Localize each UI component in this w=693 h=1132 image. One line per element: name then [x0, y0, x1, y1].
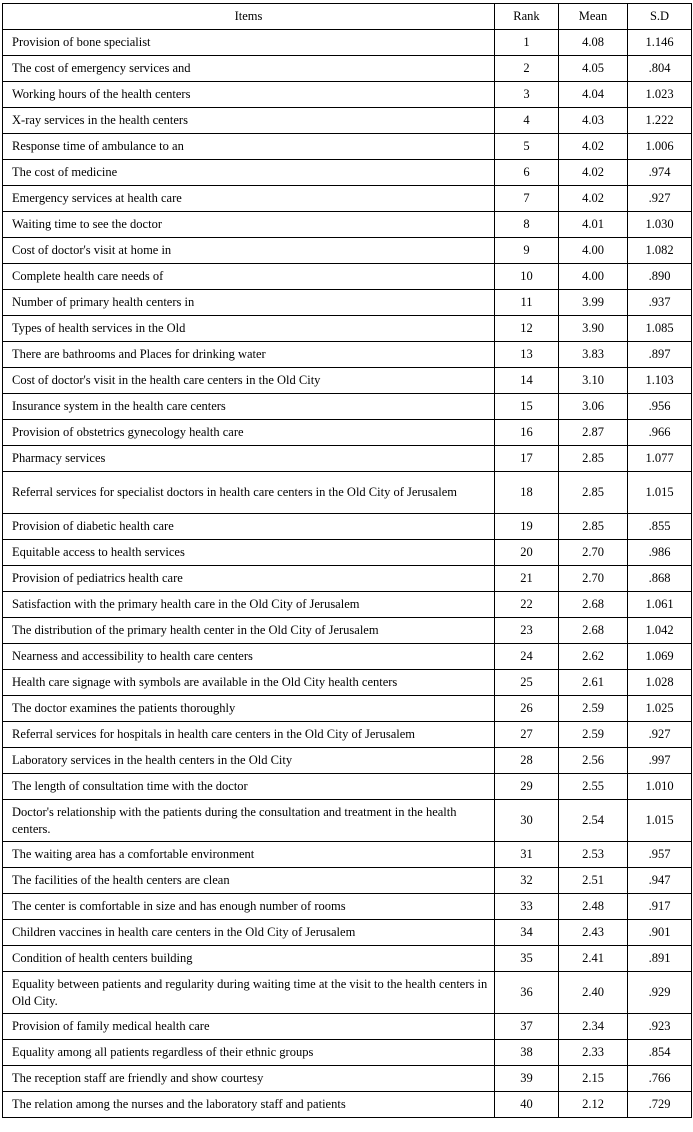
rank-cell: 1 [495, 30, 559, 56]
mean-cell: 2.41 [559, 946, 628, 972]
mean-cell: 4.08 [559, 30, 628, 56]
mean-cell: 4.01 [559, 212, 628, 238]
rank-cell: 14 [495, 368, 559, 394]
sd-cell: .956 [628, 394, 692, 420]
mean-cell: 2.68 [559, 618, 628, 644]
item-cell: Pharmacy services [3, 446, 495, 472]
table-row [3, 618, 692, 644]
rank-cell: 7 [495, 186, 559, 212]
mean-cell: 2.70 [559, 566, 628, 592]
rank-cell: 37 [495, 1014, 559, 1040]
sd-cell: 1.015 [628, 800, 692, 842]
mean-cell: 2.40 [559, 972, 628, 1014]
item-cell: The distribution of the primary health center in the Old City of Jerusalem [3, 618, 495, 644]
item-cell: Provision of bone specialist [3, 30, 495, 56]
sd-cell: 1.085 [628, 316, 692, 342]
sd-cell: .890 [628, 264, 692, 290]
mean-cell: 2.59 [559, 696, 628, 722]
sd-cell: 1.006 [628, 134, 692, 160]
sd-cell: .917 [628, 894, 692, 920]
sd-cell: 1.082 [628, 238, 692, 264]
rank-cell: 5 [495, 134, 559, 160]
mean-cell: 2.56 [559, 748, 628, 774]
item-cell: The length of consultation time with the doctor [3, 774, 495, 800]
sd-cell: 1.025 [628, 696, 692, 722]
sd-cell: 1.010 [628, 774, 692, 800]
sd-cell: .997 [628, 748, 692, 774]
table-row [3, 160, 692, 186]
table-row [3, 894, 692, 920]
item-cell: Children vaccines in health care centers in the Old City of Jerusalem [3, 920, 495, 946]
rank-cell: 11 [495, 290, 559, 316]
rank-cell: 39 [495, 1066, 559, 1092]
table-body [3, 30, 692, 1118]
rank-cell: 8 [495, 212, 559, 238]
rank-cell: 2 [495, 56, 559, 82]
item-cell: The cost of medicine [3, 160, 495, 186]
table-row [3, 722, 692, 748]
table-row [3, 30, 692, 56]
sd-cell: 1.023 [628, 82, 692, 108]
rank-cell: 35 [495, 946, 559, 972]
mean-cell: 2.53 [559, 842, 628, 868]
mean-cell: 2.61 [559, 670, 628, 696]
mean-cell: 2.85 [559, 514, 628, 540]
rank-cell: 17 [495, 446, 559, 472]
rank-cell: 26 [495, 696, 559, 722]
mean-cell: 4.00 [559, 264, 628, 290]
rank-cell: 33 [495, 894, 559, 920]
rank-cell: 32 [495, 868, 559, 894]
table-row [3, 342, 692, 368]
item-cell: The center is comfortable in size and has enough number of rooms [3, 894, 495, 920]
sd-cell: .729 [628, 1092, 692, 1118]
mean-cell: 2.59 [559, 722, 628, 748]
item-cell: Equality between patients and regularity during waiting time at the visit to the health centers in Old City. [3, 972, 495, 1014]
item-cell: Waiting time to see the doctor [3, 212, 495, 238]
table-row [3, 592, 692, 618]
table-row [3, 290, 692, 316]
sd-cell: 1.146 [628, 30, 692, 56]
mean-cell: 2.48 [559, 894, 628, 920]
table-row [3, 212, 692, 238]
item-cell: The waiting area has a comfortable environment [3, 842, 495, 868]
sd-cell: 1.030 [628, 212, 692, 238]
table-row [3, 134, 692, 160]
rank-cell: 13 [495, 342, 559, 368]
item-cell: Working hours of the health centers [3, 82, 495, 108]
item-cell: Cost of doctor's visit at home in [3, 238, 495, 264]
rank-cell: 27 [495, 722, 559, 748]
mean-cell: 4.03 [559, 108, 628, 134]
sd-cell: 1.069 [628, 644, 692, 670]
mean-cell: 2.15 [559, 1066, 628, 1092]
table-row [3, 108, 692, 134]
table-row [3, 566, 692, 592]
table-row [3, 644, 692, 670]
table-row [3, 56, 692, 82]
rank-cell: 28 [495, 748, 559, 774]
sd-cell: .957 [628, 842, 692, 868]
mean-cell: 3.83 [559, 342, 628, 368]
sd-cell: .986 [628, 540, 692, 566]
sd-cell: .927 [628, 186, 692, 212]
item-cell: Doctor's relationship with the patients during the consultation and treatment in the health centers. [3, 800, 495, 842]
rank-cell: 6 [495, 160, 559, 186]
rank-cell: 25 [495, 670, 559, 696]
sd-cell: 1.028 [628, 670, 692, 696]
mean-cell: 2.51 [559, 868, 628, 894]
item-cell: Number of primary health centers in [3, 290, 495, 316]
item-cell: The doctor examines the patients thoroughly [3, 696, 495, 722]
table-row [3, 1092, 692, 1118]
table-row [3, 82, 692, 108]
table-row [3, 842, 692, 868]
item-cell: Referral services for hospitals in health care centers in the Old City of Jerusalem [3, 722, 495, 748]
table-row [3, 972, 692, 1014]
table-row [3, 946, 692, 972]
table-row [3, 1066, 692, 1092]
header-items: Items [3, 4, 495, 30]
sd-cell: .766 [628, 1066, 692, 1092]
item-cell: Emergency services at health care [3, 186, 495, 212]
mean-cell: 2.68 [559, 592, 628, 618]
item-cell: There are bathrooms and Places for drinking water [3, 342, 495, 368]
rank-cell: 15 [495, 394, 559, 420]
sd-cell: .868 [628, 566, 692, 592]
rank-cell: 16 [495, 420, 559, 446]
table-row [3, 696, 692, 722]
sd-cell: .891 [628, 946, 692, 972]
item-cell: Referral services for specialist doctors in health care centers in the Old City of Jerusalem [3, 472, 495, 514]
table-row [3, 238, 692, 264]
mean-cell: 4.02 [559, 186, 628, 212]
table-row [3, 264, 692, 290]
rank-cell: 18 [495, 472, 559, 514]
sd-cell: 1.061 [628, 592, 692, 618]
mean-cell: 2.33 [559, 1040, 628, 1066]
item-cell: Insurance system in the health care centers [3, 394, 495, 420]
header-row [3, 4, 692, 30]
item-cell: Equality among all patients regardless of their ethnic groups [3, 1040, 495, 1066]
rank-cell: 34 [495, 920, 559, 946]
sd-cell: 1.015 [628, 472, 692, 514]
table-row [3, 368, 692, 394]
mean-cell: 2.85 [559, 446, 628, 472]
rank-cell: 31 [495, 842, 559, 868]
item-cell: The cost of emergency services and [3, 56, 495, 82]
sd-cell: .854 [628, 1040, 692, 1066]
results-table [2, 3, 692, 1118]
rank-cell: 24 [495, 644, 559, 670]
item-cell: Complete health care needs of [3, 264, 495, 290]
item-cell: Condition of health centers building [3, 946, 495, 972]
table-row [3, 920, 692, 946]
item-cell: The relation among the nurses and the laboratory staff and patients [3, 1092, 495, 1118]
mean-cell: 2.87 [559, 420, 628, 446]
sd-cell: .897 [628, 342, 692, 368]
item-cell: Cost of doctor's visit in the health care centers in the Old City [3, 368, 495, 394]
mean-cell: 4.02 [559, 134, 628, 160]
table-row [3, 774, 692, 800]
mean-cell: 2.85 [559, 472, 628, 514]
header-mean: Mean [559, 4, 628, 30]
mean-cell: 2.43 [559, 920, 628, 946]
table-row [3, 868, 692, 894]
table-row [3, 420, 692, 446]
mean-cell: 4.04 [559, 82, 628, 108]
rank-cell: 40 [495, 1092, 559, 1118]
rank-cell: 36 [495, 972, 559, 1014]
item-cell: Provision of pediatrics health care [3, 566, 495, 592]
mean-cell: 2.12 [559, 1092, 628, 1118]
sd-cell: .966 [628, 420, 692, 446]
rank-cell: 10 [495, 264, 559, 290]
mean-cell: 3.06 [559, 394, 628, 420]
table-row [3, 1040, 692, 1066]
rank-cell: 9 [495, 238, 559, 264]
table-row [3, 540, 692, 566]
mean-cell: 3.10 [559, 368, 628, 394]
item-cell: Provision of diabetic health care [3, 514, 495, 540]
item-cell: Laboratory services in the health centers in the Old City [3, 748, 495, 774]
item-cell: Response time of ambulance to an [3, 134, 495, 160]
rank-cell: 30 [495, 800, 559, 842]
item-cell: Satisfaction with the primary health care in the Old City of Jerusalem [3, 592, 495, 618]
item-cell: Nearness and accessibility to health care centers [3, 644, 495, 670]
table-row [3, 748, 692, 774]
table-row [3, 670, 692, 696]
sd-cell: .929 [628, 972, 692, 1014]
rank-cell: 29 [495, 774, 559, 800]
sd-cell: .855 [628, 514, 692, 540]
item-cell: The facilities of the health centers are clean [3, 868, 495, 894]
mean-cell: 2.70 [559, 540, 628, 566]
sd-cell: .937 [628, 290, 692, 316]
sd-cell: 1.077 [628, 446, 692, 472]
item-cell: Types of health services in the Old [3, 316, 495, 342]
table-row [3, 800, 692, 842]
table-row [3, 1014, 692, 1040]
mean-cell: 4.02 [559, 160, 628, 186]
rank-cell: 38 [495, 1040, 559, 1066]
table-row [3, 514, 692, 540]
rank-cell: 12 [495, 316, 559, 342]
sd-cell: 1.103 [628, 368, 692, 394]
header-sd: S.D [628, 4, 692, 30]
table-row [3, 186, 692, 212]
table-row [3, 394, 692, 420]
table-row [3, 316, 692, 342]
sd-cell: 1.042 [628, 618, 692, 644]
mean-cell: 3.90 [559, 316, 628, 342]
item-cell: Provision of family medical health care [3, 1014, 495, 1040]
rank-cell: 20 [495, 540, 559, 566]
table-row [3, 472, 692, 514]
sd-cell: .923 [628, 1014, 692, 1040]
mean-cell: 3.99 [559, 290, 628, 316]
rank-cell: 23 [495, 618, 559, 644]
table-header [3, 4, 692, 30]
mean-cell: 2.34 [559, 1014, 628, 1040]
sd-cell: 1.222 [628, 108, 692, 134]
item-cell: Health care signage with symbols are available in the Old City health centers [3, 670, 495, 696]
sd-cell: .974 [628, 160, 692, 186]
rank-cell: 22 [495, 592, 559, 618]
item-cell: Provision of obstetrics gynecology health care [3, 420, 495, 446]
item-cell: Equitable access to health services [3, 540, 495, 566]
sd-cell: .927 [628, 722, 692, 748]
sd-cell: .804 [628, 56, 692, 82]
rank-cell: 19 [495, 514, 559, 540]
item-cell: The reception staff are friendly and show courtesy [3, 1066, 495, 1092]
mean-cell: 4.05 [559, 56, 628, 82]
mean-cell: 4.00 [559, 238, 628, 264]
item-cell: X-ray services in the health centers [3, 108, 495, 134]
sd-cell: .901 [628, 920, 692, 946]
mean-cell: 2.62 [559, 644, 628, 670]
rank-cell: 3 [495, 82, 559, 108]
sd-cell: .947 [628, 868, 692, 894]
rank-cell: 21 [495, 566, 559, 592]
mean-cell: 2.55 [559, 774, 628, 800]
rank-cell: 4 [495, 108, 559, 134]
table-row [3, 446, 692, 472]
mean-cell: 2.54 [559, 800, 628, 842]
header-rank: Rank [495, 4, 559, 30]
